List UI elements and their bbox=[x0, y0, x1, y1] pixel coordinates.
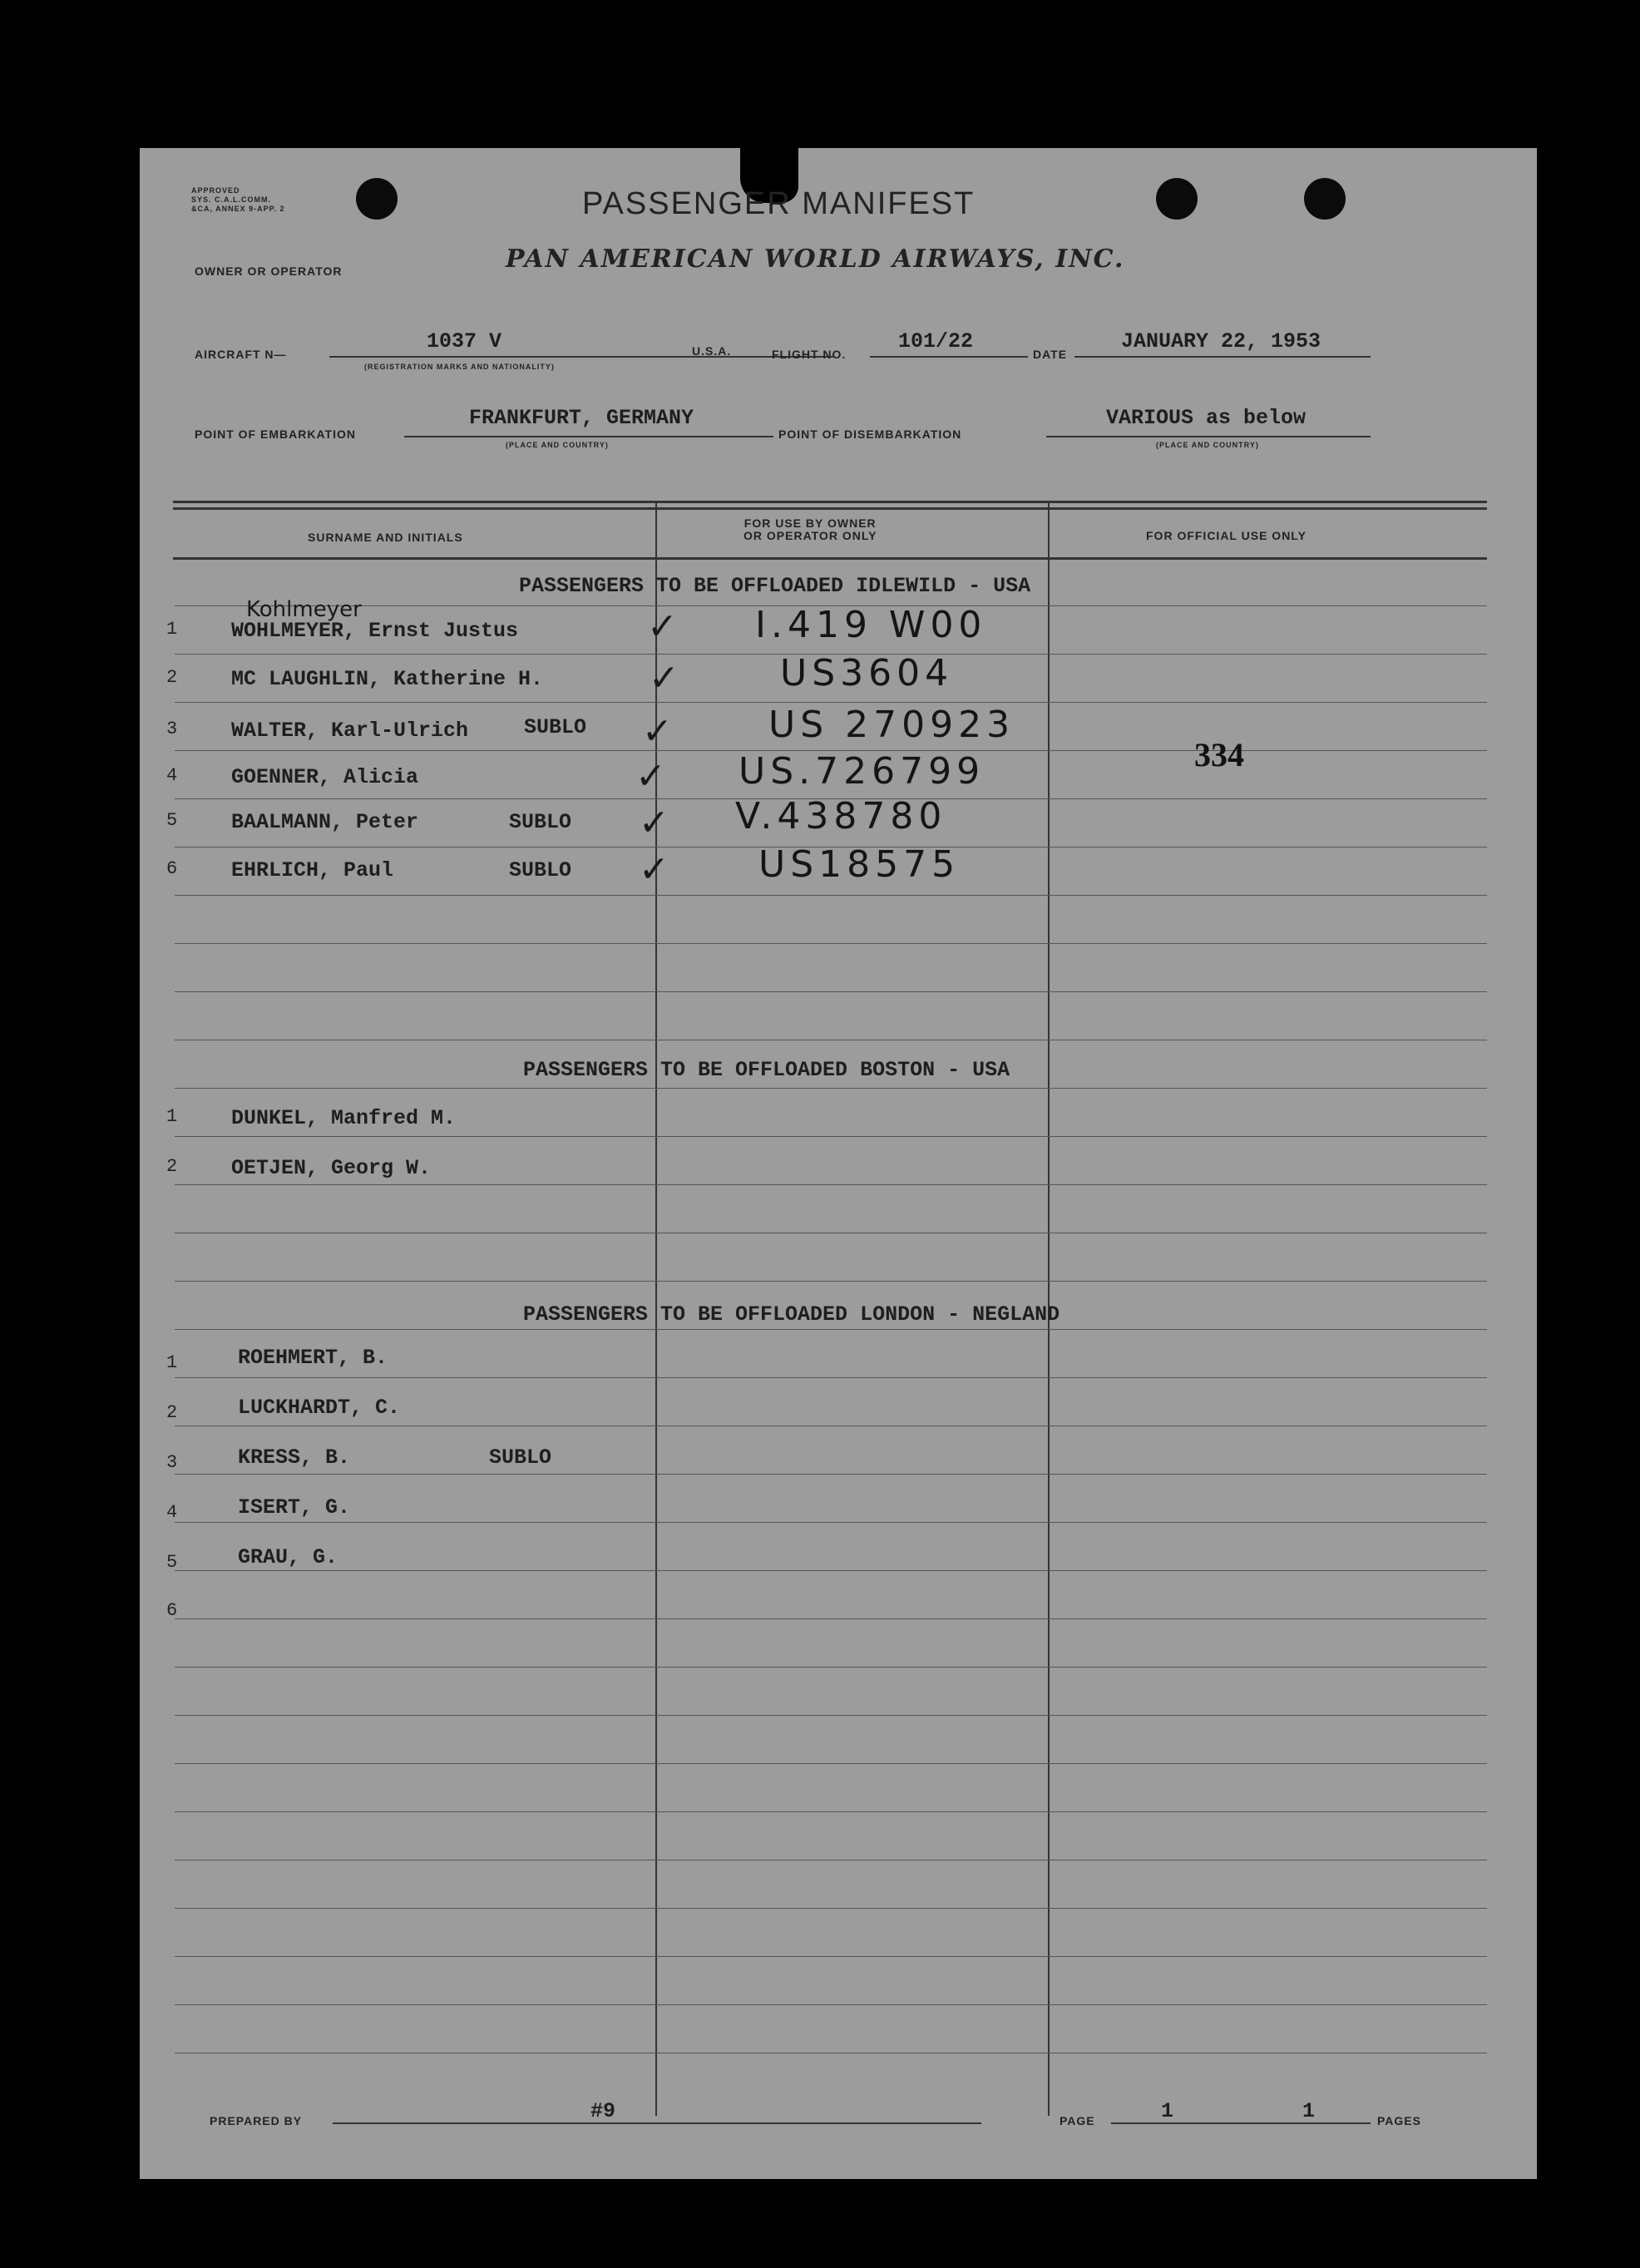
ruled-line bbox=[175, 1474, 1487, 1475]
prepared-by-label: PREPARED BY bbox=[210, 2114, 303, 2127]
check-mark: ✓ bbox=[642, 711, 673, 752]
ruled-line bbox=[175, 1667, 1487, 1668]
passenger-note: SUBLO bbox=[509, 858, 572, 882]
prepared-by-value: #9 bbox=[590, 2099, 616, 2123]
pages-label: PAGES bbox=[1377, 2114, 1421, 2127]
ruled-line bbox=[175, 1281, 1487, 1282]
passenger-name: OETJEN, Georg W. bbox=[231, 1156, 432, 1180]
disembarkation-point: VARIOUS as below bbox=[1106, 406, 1307, 430]
ruled-line bbox=[175, 1763, 1487, 1764]
page-total: 1 bbox=[1302, 2099, 1316, 2123]
form-title: PASSENGER MANIFEST bbox=[582, 186, 976, 221]
passenger-name: KRESS, B. bbox=[238, 1445, 351, 1470]
approval-stamp: APPROVED SYS. C.A.L.COMM. &CA, ANNEX 9-APP. 2 bbox=[191, 186, 285, 213]
flight-label: FLIGHT NO. bbox=[772, 348, 847, 361]
handwritten-visa: US3604 bbox=[780, 652, 954, 694]
punch-hole bbox=[356, 178, 398, 220]
passenger-note: SUBLO bbox=[509, 810, 572, 834]
check-mark: ✓ bbox=[649, 658, 679, 699]
ruled-line bbox=[175, 1570, 1487, 1571]
passenger-name: EHRLICH, Paul bbox=[231, 858, 394, 882]
handwritten-correction: Kohlmeyer bbox=[246, 597, 362, 622]
manifest-page: APPROVED SYS. C.A.L.COMM. &CA, ANNEX 9-APP. 2 PASSENGER MANIFEST OWNER OR OPERATOR PAN AMERICAN WORLD AIRWAYS, INC. AIRCRAFT N— 1037 V (REGISTRATION MARKS AND NATIONALITY) U.S.A. FLIGHT NO. 101/22 DATE JANUARY 22, 1953 POINT OF EMBARKATION FRANKFURT, GERMANY (PLACE AND COUNTRY) POINT OF DISEMBARKATION VARIOUS as below (PLACE AND COUNTRY) SURNAME AND INITIALS FOR USE BY OWNER OR OPERATOR ONLY FOR OFFICIAL USE ONLY PASSENGERS TO BE OFFLOADED IDLEWILD - USA PASSENGERS TO BE OFFLOADED BOSTON - USA PASSENGERS TO BE OFFLOADED LONDON - NEGLAND Kohlmeyer 1 WOHLMEYER, Ernst Justus 2 MC LAUGHLIN, Katherine H. 3 WALTER, Karl-Ulrich SUBLO 4 GOENNER, Alicia 5 BAALMANN, Peter SUBLO 6 EHRLICH, Paul SUBLO ✓ ✓ ✓ ✓ ✓ ✓ I.419 W00 US3604 US 270923 US.726799 V.438780 US18575 334 1 DUNKEL, Manfred M. 2 OETJEN, Georg W. 1 ROEHMERT, B. 2 LUCKHARDT, C. 3 KRESS, B. SUBLO 4 ISERT, G. 5 GRAU, G. 6 PREPARED BY #9 PAGE 1 1 PAGES bbox=[140, 148, 1537, 2179]
aircraft-number: 1037 V bbox=[427, 329, 502, 353]
disembarkation-label: POINT OF DISEMBARKATION bbox=[778, 427, 962, 441]
passenger-name: LUCKHARDT, C. bbox=[238, 1396, 401, 1420]
passenger-name: ROEHMERT, B. bbox=[238, 1346, 388, 1370]
punch-hole bbox=[1304, 178, 1346, 220]
col-header-owner: FOR USE BY OWNER OR OPERATOR ONLY bbox=[743, 516, 877, 542]
passenger-name: BAALMANN, Peter bbox=[231, 810, 419, 834]
check-mark: ✓ bbox=[647, 606, 678, 647]
passenger-name: ISERT, G. bbox=[238, 1495, 351, 1519]
ruled-line bbox=[175, 2004, 1487, 2005]
ruled-line bbox=[175, 1377, 1487, 1378]
country-label: U.S.A. bbox=[692, 344, 732, 358]
owner-label: OWNER OR OPERATOR bbox=[195, 264, 343, 278]
ruled-line bbox=[175, 1715, 1487, 1716]
date-label: DATE bbox=[1033, 348, 1068, 361]
passenger-note: SUBLO bbox=[524, 715, 587, 739]
section-heading-london: PASSENGERS TO BE OFFLOADED LONDON - NEGLAND bbox=[523, 1302, 1060, 1327]
section-heading-idlewild: PASSENGERS TO BE OFFLOADED IDLEWILD - USA bbox=[519, 574, 1031, 598]
passenger-name: GOENNER, Alicia bbox=[231, 765, 419, 789]
ruled-line bbox=[175, 1811, 1487, 1812]
page-number: 1 bbox=[1161, 2099, 1174, 2123]
passenger-name: MC LAUGHLIN, Katherine H. bbox=[231, 667, 544, 691]
ruled-line bbox=[175, 1329, 1487, 1330]
check-mark: ✓ bbox=[639, 803, 669, 843]
handwritten-visa: US.726799 bbox=[738, 750, 985, 793]
check-mark: ✓ bbox=[639, 849, 669, 890]
passenger-note: SUBLO bbox=[489, 1445, 552, 1470]
ruled-line bbox=[175, 1136, 1487, 1137]
aircraft-label: AIRCRAFT N— bbox=[195, 348, 287, 361]
embarkation-label: POINT OF EMBARKATION bbox=[195, 427, 356, 441]
passenger-name: GRAU, G. bbox=[238, 1545, 338, 1569]
page-label: PAGE bbox=[1060, 2114, 1095, 2127]
handwritten-visa: V.438780 bbox=[735, 795, 947, 838]
passenger-name: WALTER, Karl-Ulrich bbox=[231, 719, 469, 743]
ruled-line bbox=[175, 895, 1487, 896]
handwritten-visa: I.419 W00 bbox=[755, 604, 987, 646]
check-mark: ✓ bbox=[635, 756, 666, 797]
operator-name: PAN AMERICAN WORLD AIRWAYS, INC. bbox=[506, 245, 1125, 274]
ruled-line bbox=[175, 1908, 1487, 1909]
passenger-name: DUNKEL, Manfred M. bbox=[231, 1106, 457, 1130]
passenger-name: WOHLMEYER, Ernst Justus bbox=[231, 619, 519, 643]
punch-hole bbox=[1156, 178, 1198, 220]
official-stamp-number: 334 bbox=[1194, 736, 1244, 773]
col-header-official: FOR OFFICIAL USE ONLY bbox=[1146, 529, 1307, 542]
ruled-line bbox=[175, 1956, 1487, 1957]
ruled-line bbox=[175, 1088, 1487, 1089]
ruled-line bbox=[175, 702, 1487, 703]
col-header-surname: SURNAME AND INITIALS bbox=[308, 531, 463, 544]
section-heading-boston: PASSENGERS TO BE OFFLOADED BOSTON - USA bbox=[523, 1058, 1010, 1082]
ruled-line bbox=[175, 1184, 1487, 1185]
embarkation-point: FRANKFURT, GERMANY bbox=[469, 406, 694, 430]
handwritten-visa: US18575 bbox=[758, 843, 961, 886]
flight-number: 101/22 bbox=[898, 329, 974, 353]
ruled-line bbox=[175, 1618, 1487, 1619]
ruled-line bbox=[175, 1522, 1487, 1523]
handwritten-visa: US 270923 bbox=[768, 704, 1015, 746]
flight-date: JANUARY 22, 1953 bbox=[1121, 329, 1321, 353]
ruled-line bbox=[175, 991, 1487, 992]
ruled-line bbox=[175, 943, 1487, 944]
